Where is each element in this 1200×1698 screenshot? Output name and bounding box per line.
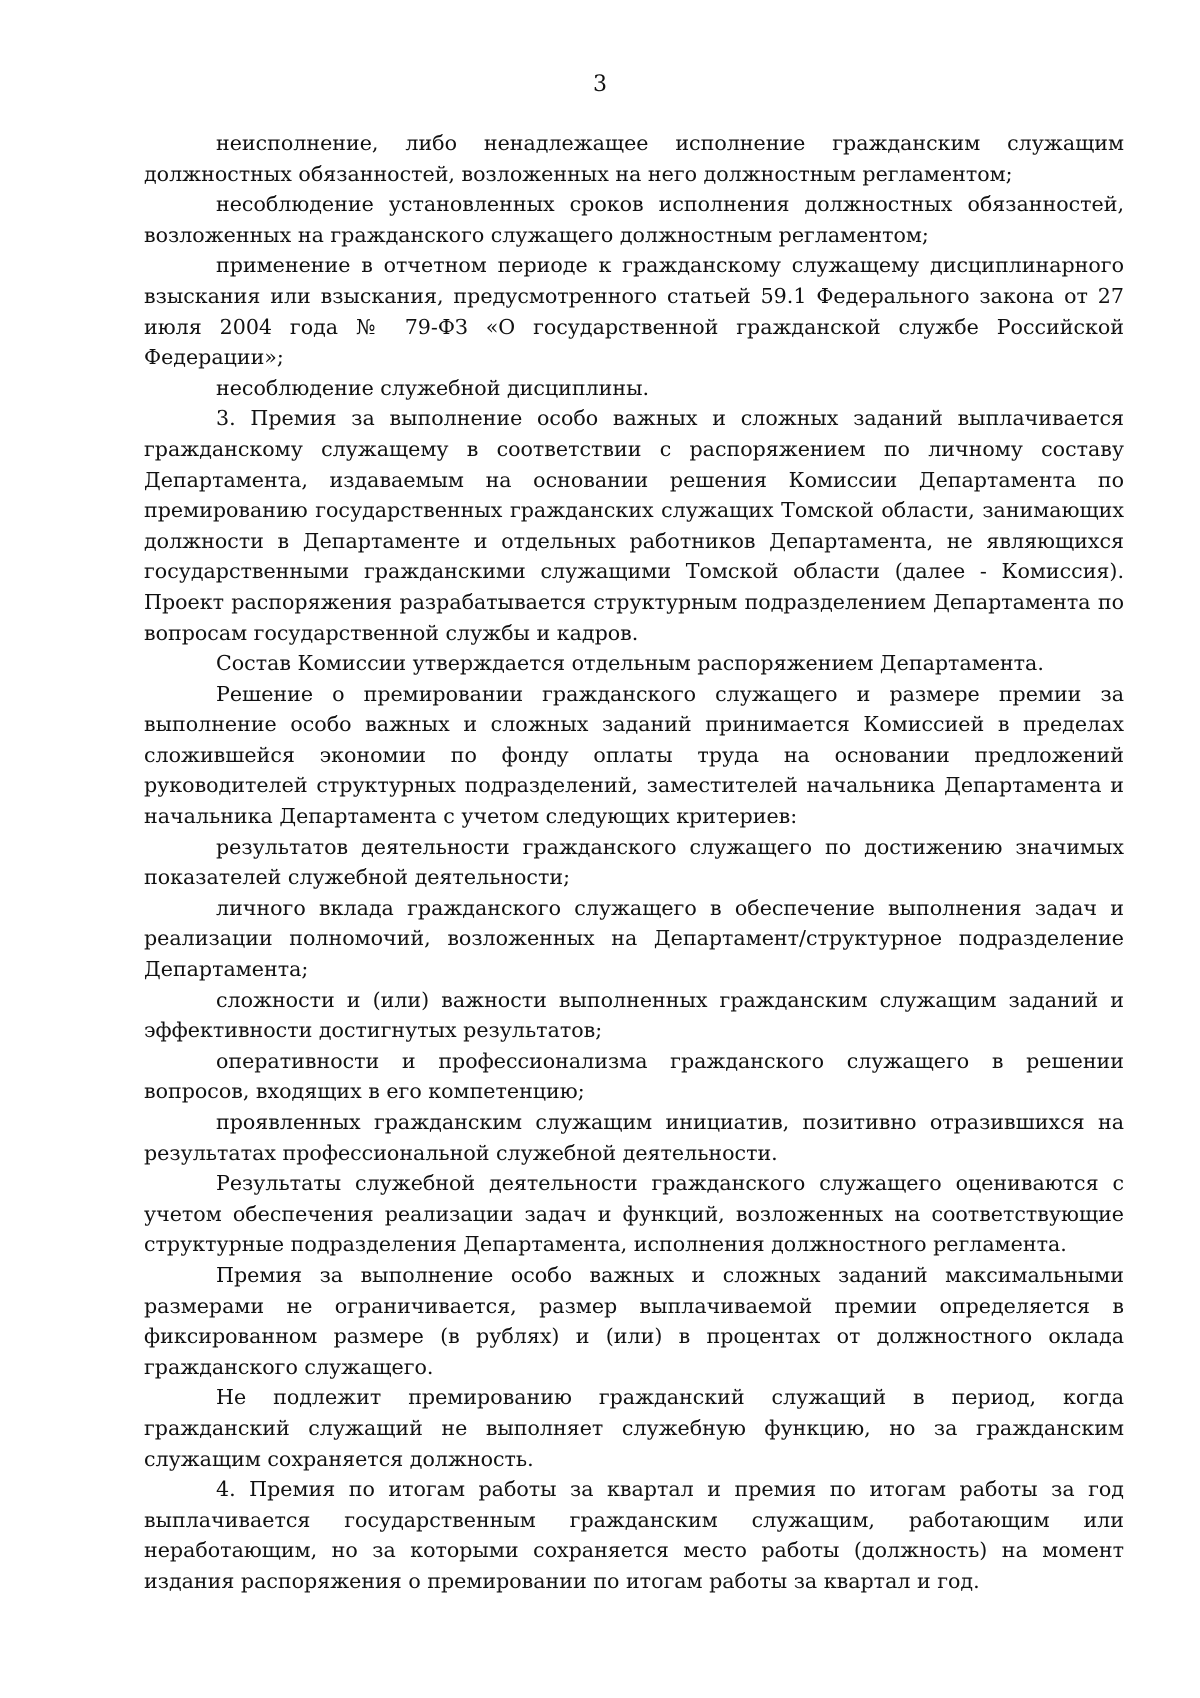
paragraph: результатов деятельности гражданского служащего по достижению значимых показателей служебной деятельности; — [144, 834, 1124, 890]
paragraph: Решение о премировании гражданского служащего и размере премии за выполнение особо важных и сложных заданий принимается Комиссией в пределах сложившейся экономии по фонду оплаты труда на основании предложений руководителей структурных подразделений, заместителей начальника Департамента и начальника Департамента с учетом следующих критериев: — [144, 681, 1124, 829]
paragraph: 3. Премия за выполнение особо важных и сложных заданий выплачивается гражданскому служащему в соответствии с распоряжением по личному составу Департамента, издаваемым на основании решения Комиссии Департамента по премированию государственных гражданских служащих Томской области, занимающих должности в Департаменте и отдельных работников Департамента, не являющихся государственными гражданскими служащими Томской области (далее - Комиссия). Проект распоряжения разрабатывается структурным подразделением Департамента по вопросам государственной службы и кадров. — [144, 406, 1124, 645]
paragraph: 4. Премия по итогам работы за квартал и премия по итогам работы за год выплачивается государственным гражданским служащим, работающим или неработающим, но за которыми сохраняется место работы (должность) на момент издания распоряжения о премировании по итогам работы за квартал и год. — [144, 1477, 1124, 1593]
paragraph: Премия за выполнение особо важных и сложных заданий максимальными размерами не ограничивается, размер выплачиваемой премии определяется в фиксированном размере (в рублях) и (или) в процентах от должностного оклада гражданского служащего. — [144, 1262, 1124, 1379]
paragraph: Результаты служебной деятельности гражданского служащего оцениваются с учетом обеспечения реализации задач и функций, возложенных на соответствующие структурные подразделения Департамента, исполнения должностного регламента. — [144, 1171, 1124, 1257]
paragraph: несоблюдение установленных сроков исполнения должностных обязанностей, возложенных на гражданского служащего должностным регламентом; — [144, 192, 1124, 247]
page-number: 3 — [593, 72, 607, 97]
paragraph: проявленных гражданским служащим инициатив, позитивно отразившихся на результатах профессиональной служебной деятельности. — [144, 1110, 1124, 1165]
paragraph: неисполнение, либо ненадлежащее исполнение гражданским служащим должностных обязанностей, возложенных на него должностным регламентом; — [144, 131, 1124, 186]
paragraph: Состав Комиссии утверждается отдельным распоряжением Департамента. — [216, 651, 1044, 676]
paragraph: личного вклада гражданского служащего в обеспечение выполнения задач и реализации полномочий, возложенных на Департамент/структурное подразделение Департамента; — [144, 895, 1124, 982]
paragraph: Не подлежит премированию гражданский служащий в период, когда гражданский служащий не выполняет служебную функцию, но за гражданским служащим сохраняется должность. — [144, 1385, 1124, 1471]
paragraph: применение в отчетном периоде к гражданскому служащему дисциплинарного взыскания или взыскания, предусмотренного статьей 59.1 Федерального закона от 27 июля 2004 года № 79-ФЗ «О государственной гражданской службе Российской Федерации»; — [144, 253, 1124, 370]
paragraph: несоблюдение служебной дисциплины. — [216, 375, 650, 400]
paragraph: сложности и (или) важности выполненных гражданским служащим заданий и эффективности достигнутых результатов; — [144, 987, 1124, 1043]
paragraph: оперативности и профессионализма гражданского служащего в решении вопросов, входящих в его компетенцию; — [144, 1048, 1124, 1104]
document-body — [144, 128, 1124, 1597]
